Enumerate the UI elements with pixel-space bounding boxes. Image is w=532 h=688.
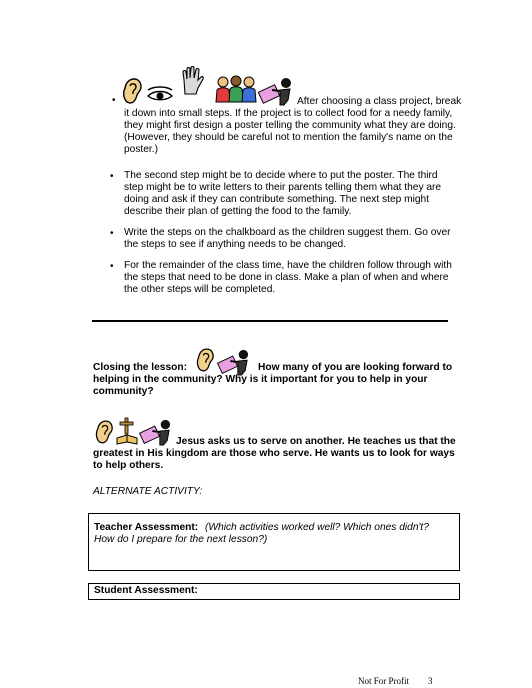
teacher-assessment-prompt: (Which activities worked well? Which ones didn't? (205, 522, 429, 533)
jesus-paragraph: Jesus asks us to serve on another. He teaches us that the (176, 436, 456, 447)
jesus-paragraph: to help others. (93, 460, 164, 471)
bullet-marker: • (110, 261, 114, 272)
carrying-person-icon (138, 418, 176, 446)
footer-text: Not For Profit (358, 676, 410, 686)
bullet-1-line: they might first design a poster telling the community what they are doing. (124, 120, 456, 131)
bullet-4-line: the steps that need to be done in class. Make a plan of when and where (124, 272, 449, 283)
carrying-person-icon (258, 76, 296, 106)
bullet-2-line: step might be to write letters to their parents telling them what they are (124, 182, 442, 193)
bullet-1-line: (However, they should be careful not to mention the family's name on the (124, 132, 453, 143)
ear-icon (195, 346, 215, 374)
cross-bible-icon (116, 416, 138, 446)
bullet-1-line: poster.) (124, 144, 158, 155)
bullet-1-line: it down into small steps. If the project is to collect food for a needy family, (124, 108, 453, 119)
bullet-4-line: For the remainder of the class time, have the children follow through with (124, 260, 452, 271)
page-number: 3 (428, 676, 433, 686)
eye-icon (146, 86, 174, 102)
closing-question: community? (93, 386, 154, 397)
alternate-activity-heading: ALTERNATE ACTIVITY: (93, 486, 203, 497)
teacher-assessment-prompt: How do I prepare for the next lesson?) (94, 534, 268, 545)
closing-question: How many of you are looking forward to (258, 362, 453, 373)
bullet-marker: • (112, 95, 116, 106)
student-assessment-label: Student Assessment: (94, 585, 198, 596)
bullet-2-line: doing and ask if they can contribute something. The next step might (124, 194, 430, 205)
teacher-assessment-text (94, 522, 429, 535)
student-assessment-box[interactable] (88, 583, 460, 600)
bullet-3-line: the steps to see if anything needs to be changed. (124, 239, 347, 250)
closing-label: Closing the lesson: (93, 362, 187, 373)
bullet-marker: • (110, 228, 114, 239)
teacher-assessment-label: Teacher Assessment: (94, 522, 199, 533)
children-group-icon (214, 74, 258, 104)
bullet-3-line: Write the steps on the chalkboard as the children suggest them. Go over (124, 227, 451, 238)
bullet-1-first-line: After choosing a class project, break (297, 96, 462, 107)
section-divider (92, 320, 448, 322)
bullet-2-line: describe their plan of getting the food to the family. (124, 206, 352, 217)
ear-icon (94, 418, 114, 446)
bullet-2-line: The second step might be to decide where to put the poster. The third (124, 170, 438, 181)
jesus-paragraph: greatest in His kingdom are those who serve. He wants us to look for ways (93, 448, 455, 459)
carrying-person-icon (216, 348, 254, 376)
teacher-assessment-box[interactable] (88, 513, 460, 571)
bullet-4-line: the other steps will be completed. (124, 284, 276, 295)
ear-icon (121, 76, 143, 106)
closing-question: helping in the community? Why is it important for you to help in your (93, 374, 428, 385)
hand-icon (180, 66, 204, 96)
bullet-marker: • (110, 171, 114, 182)
